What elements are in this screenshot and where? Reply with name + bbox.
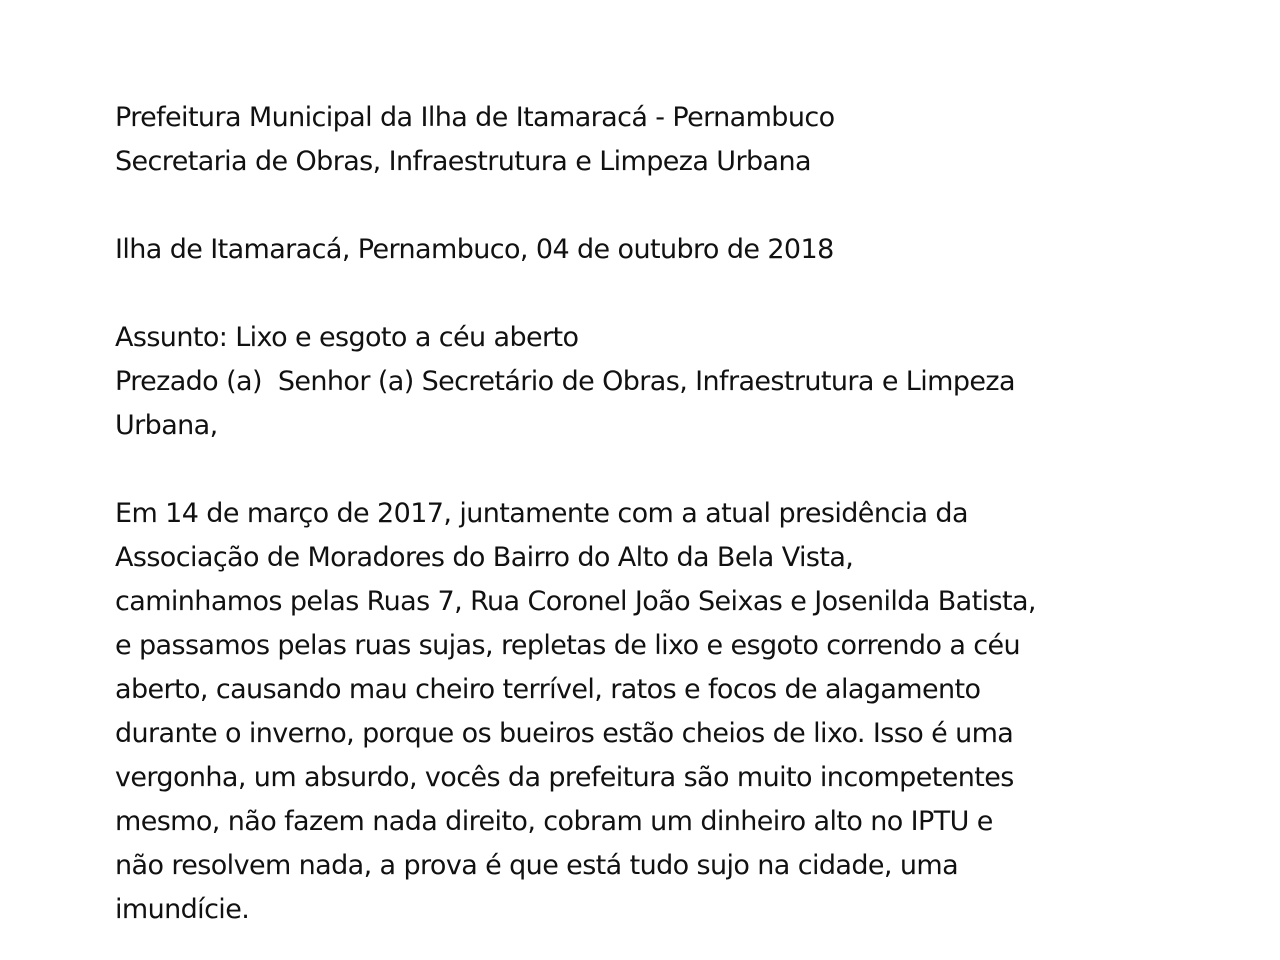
header-institution: Prefeitura Municipal da Ilha de Itamaracá - Pernambuco (115, 102, 835, 133)
body-line: e passamos pelas ruas sujas, repletas de lixo e esgoto correndo a céu (115, 630, 1021, 661)
subject-line: Assunto: Lixo e esgoto a céu aberto (115, 322, 579, 353)
letter-document (115, 96, 1175, 932)
date-line: Ilha de Itamaracá, Pernambuco, 04 de outubro de 2018 (115, 234, 834, 265)
body-line: caminhamos pelas Ruas 7, Rua Coronel João Seixas e Josenilda Batista, (115, 586, 1036, 617)
body-line: aberto, causando mau cheiro terrível, ratos e focos de alagamento (115, 674, 981, 705)
body-line: não resolvem nada, a prova é que está tudo sujo na cidade, uma (115, 850, 959, 881)
salutation-line: Prezado (a) Senhor (a) Secretário de Obras, Infraestrutura e Limpeza (115, 366, 1015, 397)
blank-line (115, 184, 1175, 228)
salutation-line: Urbana, (115, 410, 218, 441)
body-line: mesmo, não fazem nada direito, cobram um dinheiro alto no IPTU e (115, 806, 993, 837)
header-department: Secretaria de Obras, Infraestrutura e Limpeza Urbana (115, 146, 811, 177)
body-line: vergonha, um absurdo, vocês da prefeitura são muito incompetentes (115, 762, 1014, 793)
blank-line (115, 272, 1175, 316)
body-line: Associação de Moradores do Bairro do Alto da Bela Vista, (115, 542, 854, 573)
body-line: durante o inverno, porque os bueiros estão cheios de lixo. Isso é uma (115, 718, 1014, 749)
blank-line (115, 448, 1175, 492)
body-line: imundície. (115, 894, 250, 925)
body-line: Em 14 de março de 2017, juntamente com a atual presidência da (115, 498, 968, 529)
